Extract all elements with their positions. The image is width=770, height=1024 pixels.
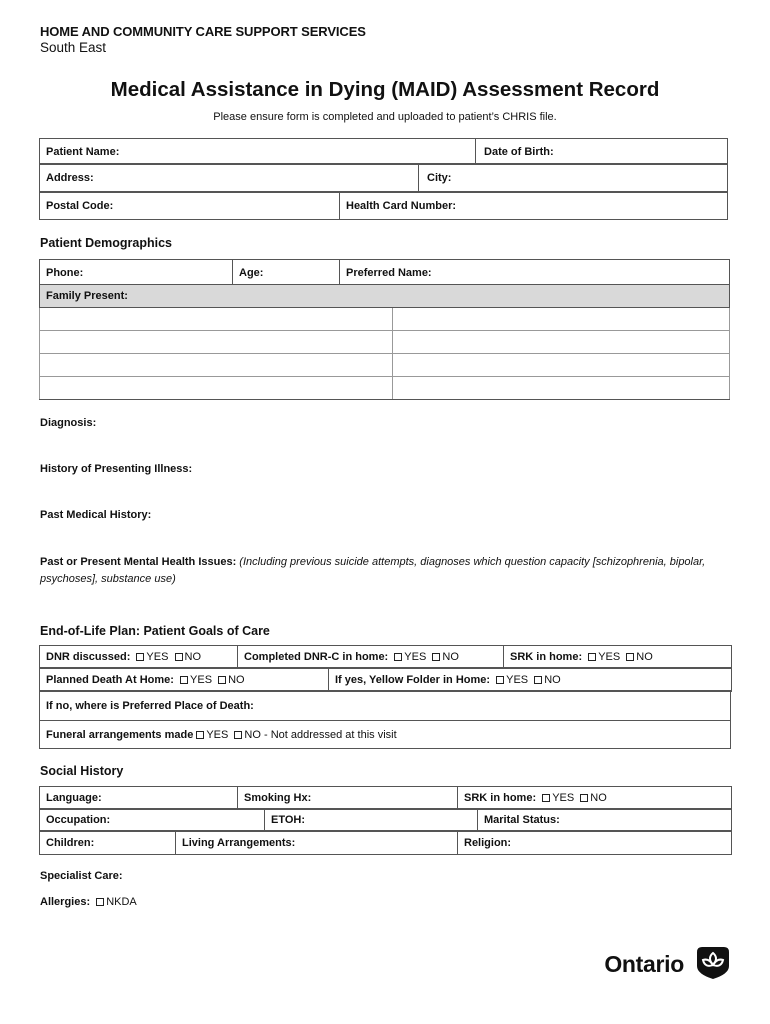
yes-label: YES <box>598 651 621 663</box>
nkda-label: NKDA <box>106 896 137 908</box>
religion-field[interactable]: Religion: <box>458 831 732 855</box>
yes-label: YES <box>206 728 229 741</box>
mental-health-note: (Including previous suicide attempts, diagnoses which question capacity [schizophrenia, bipolar, psychoses], substance use) <box>40 556 706 585</box>
age-field[interactable]: Age: <box>233 260 340 286</box>
living-field[interactable]: Living Arrangements: <box>176 831 458 855</box>
trillium-logo-icon <box>696 946 730 980</box>
language-field[interactable]: Language: <box>40 787 238 810</box>
health-card-field[interactable]: Health Card Number: <box>340 192 728 220</box>
eol-heading: End-of-Life Plan: Patient Goals of Care <box>40 624 270 638</box>
family-cell[interactable] <box>40 377 393 400</box>
yellow-folder-cell <box>329 668 732 692</box>
preferred-name-field[interactable]: Preferred Name: <box>340 260 730 286</box>
checkbox[interactable] <box>180 676 188 684</box>
eol-table-row2 <box>39 667 732 692</box>
occupation-field[interactable]: Occupation: <box>40 809 265 832</box>
family-present-table <box>39 284 730 400</box>
demographics-table <box>39 259 730 286</box>
allergies-label: Allergies: <box>40 896 91 908</box>
social-row2 <box>39 808 732 832</box>
diagnosis-label: Diagnosis: <box>40 417 97 429</box>
checkbox[interactable] <box>496 676 504 684</box>
mental-health-label: Past or Present Mental Health Issues: <box>40 556 237 568</box>
demographics-heading: Patient Demographics <box>40 236 172 250</box>
funeral-cell <box>40 721 731 749</box>
mental-health-block <box>40 554 735 588</box>
phone-field[interactable]: Phone: <box>40 260 233 286</box>
yes-label: YES <box>146 651 169 663</box>
yellow-folder-label: If yes, Yellow Folder in Home: <box>335 673 491 686</box>
family-cell[interactable] <box>40 308 393 331</box>
family-cell[interactable] <box>40 331 393 354</box>
hpi-label: History of Presenting Illness: <box>40 463 193 475</box>
page-title: Medical Assistance in Dying (MAID) Assessment Record <box>110 78 660 101</box>
checkbox[interactable] <box>394 653 402 661</box>
yes-label: YES <box>190 673 213 686</box>
dnr-discussed-cell <box>40 646 238 669</box>
pmh-label: Past Medical History: <box>40 509 152 521</box>
checkbox[interactable] <box>234 731 242 739</box>
srk-label: SRK in home: <box>510 651 583 663</box>
checkbox[interactable] <box>196 731 204 739</box>
checkbox[interactable] <box>588 653 596 661</box>
org-name: HOME AND COMMUNITY CARE SUPPORT SERVICES <box>40 24 366 39</box>
dnrc-label: Completed DNR-C in home: <box>244 651 389 663</box>
preferred-place-field[interactable]: If no, where is Preferred Place of Death: <box>40 691 731 721</box>
checkbox[interactable] <box>218 676 226 684</box>
planned-death-label: Planned Death At Home: <box>46 673 174 686</box>
page-subtitle: Please ensure form is completed and uploaded to patient’s CHRIS file. <box>213 111 557 123</box>
family-cell[interactable] <box>393 308 730 331</box>
no-label: NO <box>636 651 653 663</box>
family-cell[interactable] <box>393 377 730 400</box>
checkbox[interactable] <box>136 653 144 661</box>
allergies-row <box>40 896 137 908</box>
dnrc-cell <box>238 646 504 669</box>
yes-label: YES <box>506 673 529 686</box>
region-name: South East <box>40 40 107 55</box>
specialist-label: Specialist Care: <box>40 870 123 882</box>
no-label: NO <box>590 792 607 804</box>
no-label: NO <box>544 673 561 686</box>
city-field[interactable]: City: <box>419 164 728 193</box>
checkbox[interactable] <box>96 898 104 906</box>
marital-field[interactable]: Marital Status: <box>478 809 732 832</box>
smoking-field[interactable]: Smoking Hx: <box>238 787 458 810</box>
eol-table-rest <box>39 690 731 749</box>
checkbox[interactable] <box>175 653 183 661</box>
social-row1 <box>39 786 732 810</box>
checkbox[interactable] <box>542 794 550 802</box>
social-srk-cell <box>458 787 732 810</box>
no-label: NO <box>228 673 245 686</box>
no-label: NO <box>442 651 459 663</box>
checkbox[interactable] <box>432 653 440 661</box>
social-row3 <box>39 830 732 855</box>
yes-label: YES <box>404 651 427 663</box>
family-cell[interactable] <box>393 354 730 377</box>
funeral-label: Funeral arrangements made <box>46 728 194 741</box>
family-present-label: Family Present: <box>40 285 730 308</box>
eol-table-row1 <box>39 645 732 669</box>
patient-info-table <box>39 138 728 165</box>
social-heading: Social History <box>40 764 124 778</box>
address-field[interactable]: Address: <box>40 164 419 193</box>
planned-death-cell <box>40 668 329 692</box>
patient-address-table <box>39 163 728 193</box>
checkbox[interactable] <box>534 676 542 684</box>
yes-label: YES <box>552 792 575 804</box>
no-label: NO <box>184 651 201 663</box>
dob-field[interactable]: Date of Birth: <box>476 139 728 165</box>
checkbox[interactable] <box>580 794 588 802</box>
not-addressed-label: NO - Not addressed at this visit <box>244 728 397 741</box>
patient-postal-table <box>39 191 728 220</box>
dnr-label: DNR discussed: <box>46 651 131 663</box>
etoh-field[interactable]: ETOH: <box>265 809 478 832</box>
family-cell[interactable] <box>393 331 730 354</box>
checkbox[interactable] <box>626 653 634 661</box>
srk-label: SRK in home: <box>464 792 537 804</box>
ontario-logo-text: Ontario <box>604 951 684 977</box>
postal-code-field[interactable]: Postal Code: <box>40 192 340 220</box>
patient-name-field[interactable]: Patient Name: <box>40 139 476 165</box>
srk-cell <box>504 646 732 669</box>
children-field[interactable]: Children: <box>40 831 176 855</box>
family-cell[interactable] <box>40 354 393 377</box>
